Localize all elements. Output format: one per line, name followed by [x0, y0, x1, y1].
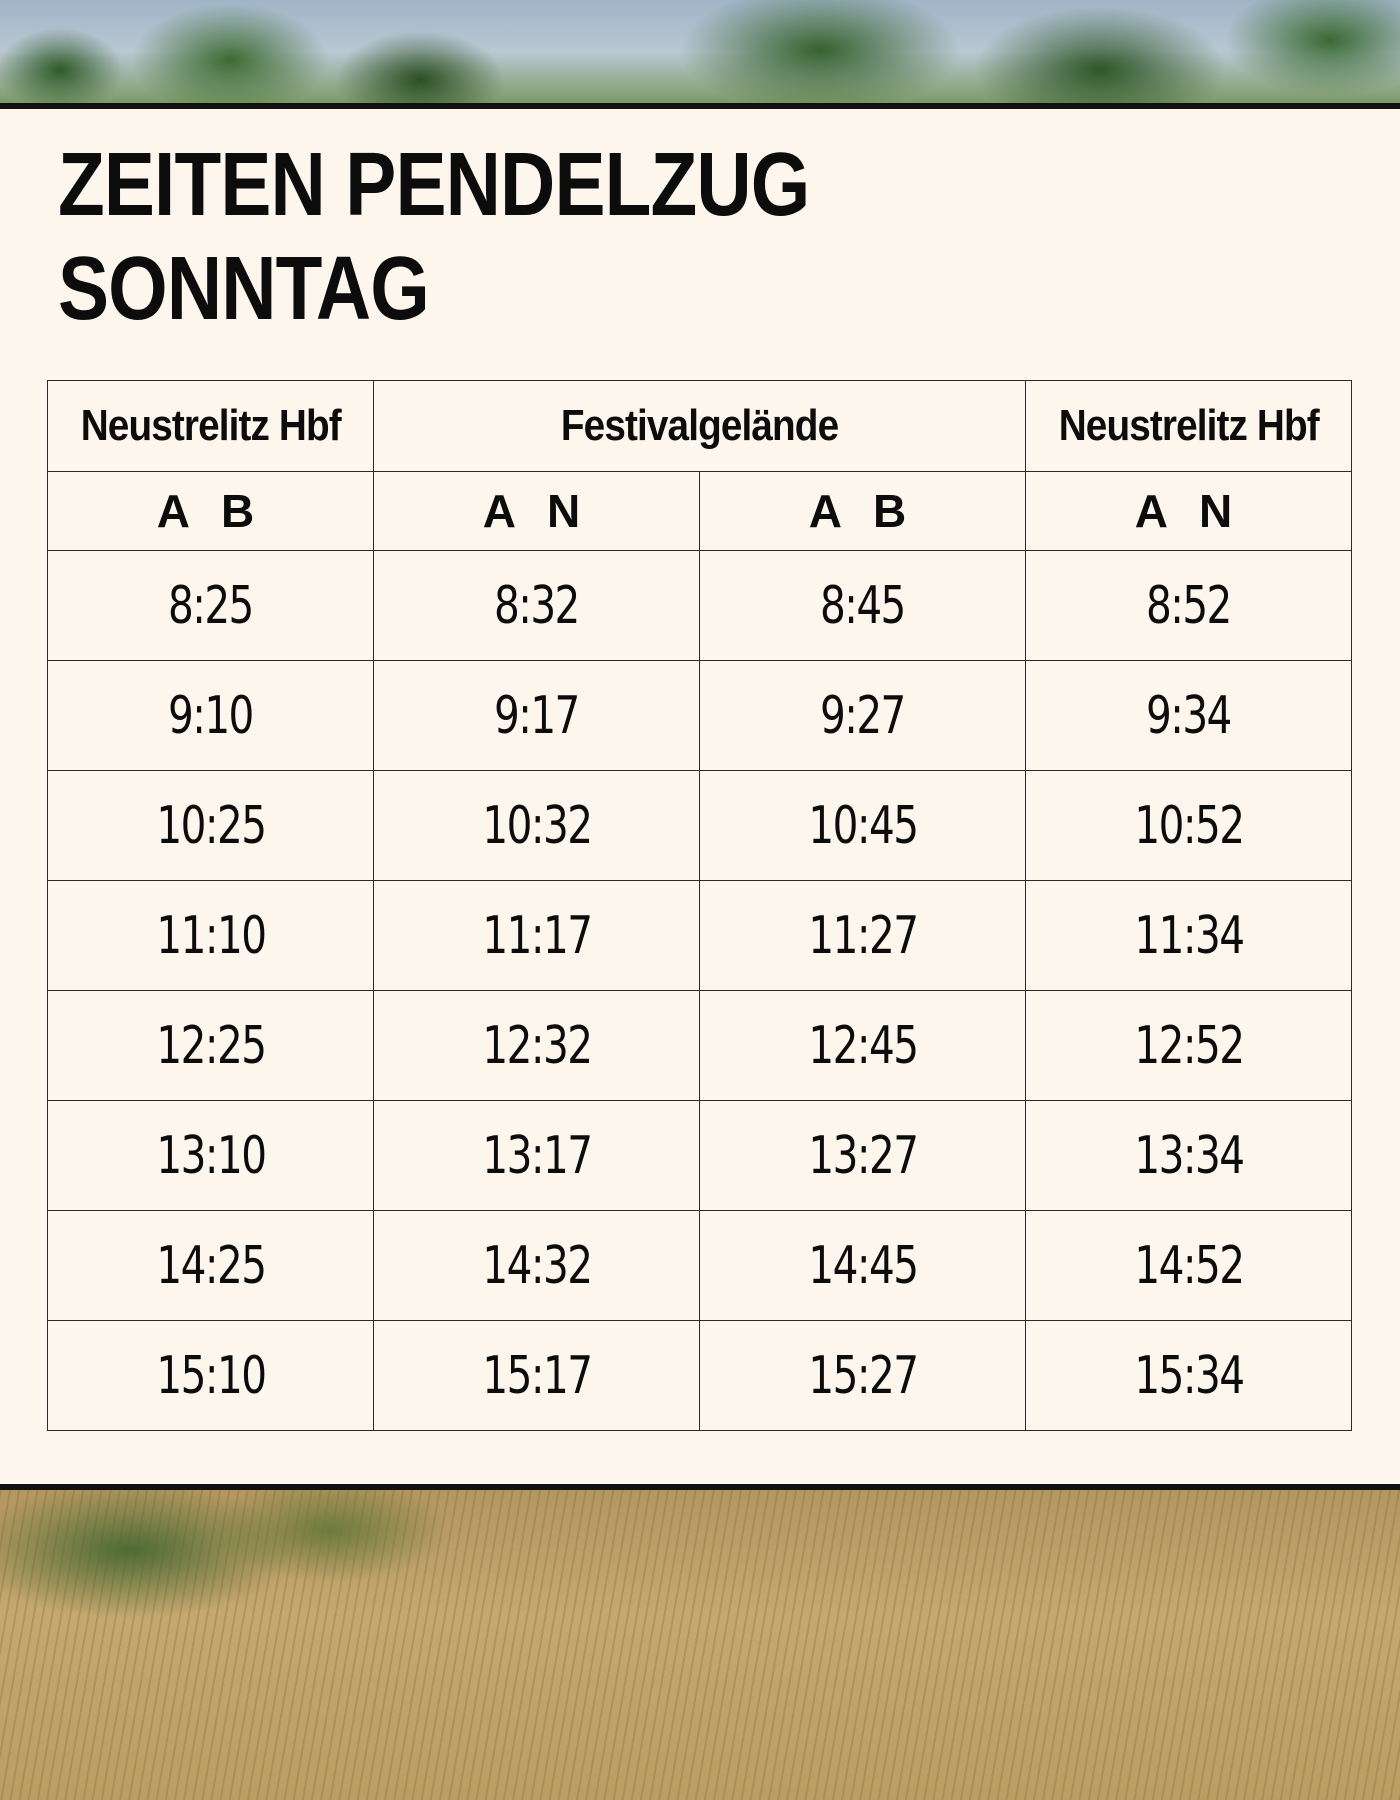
time-cell: 14:25 [48, 1211, 374, 1321]
time-cell: 8:32 [374, 551, 700, 661]
time-cell: 8:45 [700, 551, 1026, 661]
time-cell: 9:17 [374, 661, 700, 771]
time-cell: 14:52 [1026, 1211, 1352, 1321]
time-cell: 10:25 [48, 771, 374, 881]
time-cell: 8:25 [48, 551, 374, 661]
time-cell: 10:32 [374, 771, 700, 881]
title-line-2: SONNTAG [58, 239, 429, 339]
shuttle-timetable [47, 380, 1352, 1431]
time-cell: 8:52 [1026, 551, 1352, 661]
time-cell: 11:10 [48, 881, 374, 991]
time-cell: 12:25 [48, 991, 374, 1101]
time-cell: 11:27 [700, 881, 1026, 991]
subheader-cell: A B [700, 472, 1026, 551]
table-row [48, 1211, 1352, 1321]
table-row [48, 881, 1352, 991]
page-title [58, 133, 809, 341]
table-row [48, 1321, 1352, 1431]
time-cell: 12:45 [700, 991, 1026, 1101]
time-cell: 12:32 [374, 991, 700, 1101]
direction-header-row [48, 472, 1352, 551]
photo-background-grass [0, 1490, 1400, 1800]
time-cell: 13:34 [1026, 1101, 1352, 1211]
time-cell: 13:10 [48, 1101, 374, 1211]
subheader-cell: A N [374, 472, 700, 551]
table-row [48, 991, 1352, 1101]
title-line-1: ZEITEN PENDELZUG [58, 135, 810, 235]
table-row [48, 551, 1352, 661]
time-cell: 10:45 [700, 771, 1026, 881]
time-cell: 9:10 [48, 661, 374, 771]
station-header-festivalgelaende: Festivalgelände [374, 381, 1026, 472]
time-cell: 10:52 [1026, 771, 1352, 881]
time-cell: 9:27 [700, 661, 1026, 771]
time-cell: 12:52 [1026, 991, 1352, 1101]
table-row [48, 661, 1352, 771]
timetable-panel [0, 109, 1400, 1484]
time-cell: 14:32 [374, 1211, 700, 1321]
table-row [48, 1101, 1352, 1211]
subheader-cell: A B [48, 472, 374, 551]
time-cell: 15:27 [700, 1321, 1026, 1431]
time-cell: 14:45 [700, 1211, 1026, 1321]
time-cell: 9:34 [1026, 661, 1352, 771]
station-header-row [48, 381, 1352, 472]
time-cell: 15:10 [48, 1321, 374, 1431]
time-cell: 13:27 [700, 1101, 1026, 1211]
time-cell: 11:17 [374, 881, 700, 991]
time-cell: 15:34 [1026, 1321, 1352, 1431]
station-header-neustrelitz-arrival: Neustrelitz Hbf [1026, 381, 1352, 472]
subheader-cell: A N [1026, 472, 1352, 551]
table-row [48, 771, 1352, 881]
station-header-neustrelitz-departure: Neustrelitz Hbf [48, 381, 374, 472]
time-cell: 11:34 [1026, 881, 1352, 991]
time-cell: 13:17 [374, 1101, 700, 1211]
photo-background-trees [0, 0, 1400, 103]
timetable-body [48, 551, 1352, 1431]
time-cell: 15:17 [374, 1321, 700, 1431]
